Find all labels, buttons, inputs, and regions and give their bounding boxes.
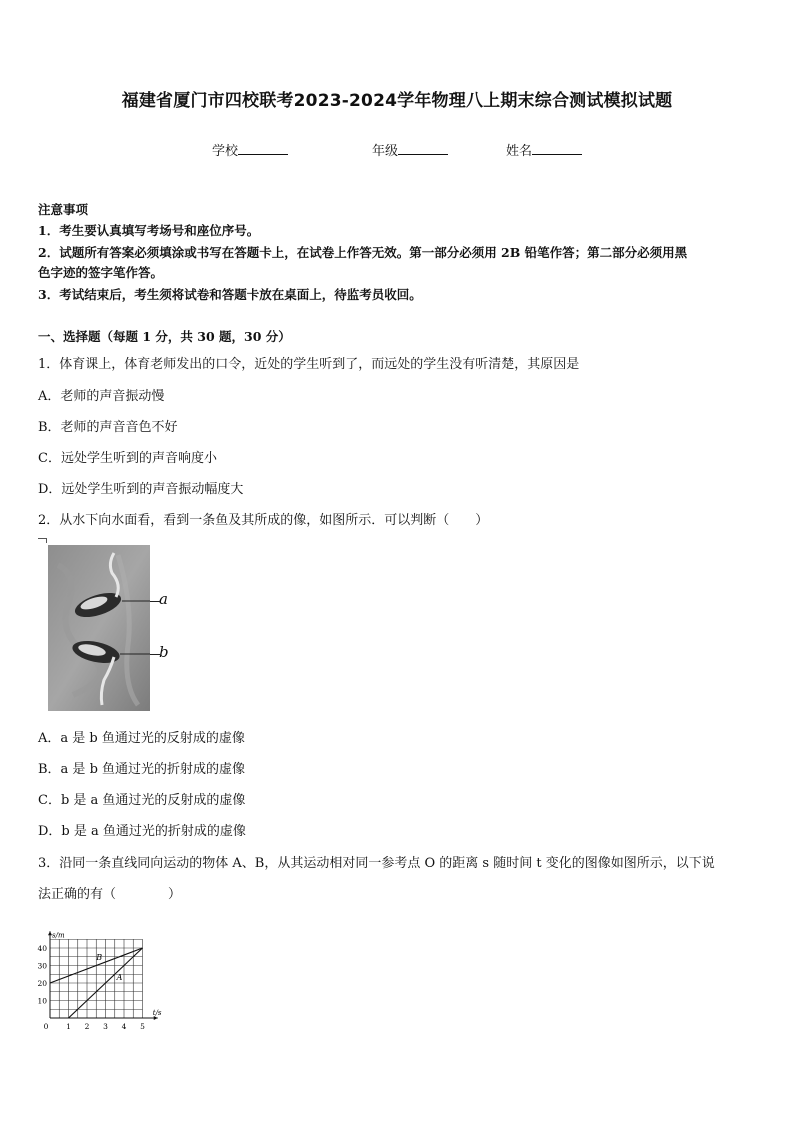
question-1-option-a[interactable]: A．老师的声音振动慢 xyxy=(38,389,165,404)
name-label: 姓名 xyxy=(506,144,533,159)
y-tick-label: 40 xyxy=(37,944,47,953)
name-blank[interactable] xyxy=(532,142,582,155)
notes-heading: 注意事项 xyxy=(38,202,89,217)
st-graph xyxy=(34,905,184,1030)
question-2-option-c[interactable]: C．b 是 a 鱼通过光的反射成的虚像 xyxy=(38,793,246,808)
y-tick-label: 10 xyxy=(37,996,47,1006)
series-label-b: B xyxy=(96,953,103,962)
grade-field[interactable] xyxy=(372,140,448,159)
y-axis-label: s/m xyxy=(52,931,65,940)
x-tick-label: 3 xyxy=(103,1022,108,1030)
fish-photo xyxy=(48,545,150,711)
crop-mark xyxy=(38,538,47,543)
name-field[interactable] xyxy=(506,140,582,159)
y-tick-label: 30 xyxy=(37,961,47,971)
question-1-option-b[interactable]: B．老师的声音音色不好 xyxy=(38,420,178,435)
grade-blank[interactable] xyxy=(398,142,448,155)
question-3-stem-line1: 3．沿同一条直线同向运动的物体 A、B，从其运动相对同一参考点 O 的距离 s 随时间 t 变化的图像如图所示，以下说 xyxy=(38,856,715,871)
y-tick-label: 20 xyxy=(37,979,47,988)
note-item: 3．考试结束后，考生须将试卷和答题卡放在桌面上，待监考员收回。 xyxy=(38,287,422,302)
note-item: 1．考生要认真填写考场号和座位序号。 xyxy=(38,223,260,238)
question-1-option-d[interactable]: D．远处学生听到的声音振动幅度大 xyxy=(38,482,244,497)
x-tick-label: 5 xyxy=(140,1022,145,1030)
x-tick-label: 4 xyxy=(121,1022,127,1030)
note-item: 2．试题所有答案必须填涂或书写在答题卡上，在试卷上作答无效。第一部分必须用 2B 铅笔作答；第二部分必须用黑 xyxy=(38,245,688,260)
question-1-option-c[interactable]: C．远处学生听到的声音响度小 xyxy=(38,451,217,466)
note-item: 色字迹的签字笔作答。 xyxy=(38,265,164,280)
page-title: 福建省厦门市四校联考2023-2024学年物理八上期末综合测试模拟试题 xyxy=(121,91,673,111)
section-heading: 一、选择题（每题 1 分，共 30 题，30 分） xyxy=(38,329,291,344)
x-tick-label: 0 xyxy=(43,1022,49,1030)
x-tick-label: 2 xyxy=(84,1022,90,1030)
question-3-stem-line2: 法正确的有（ ） xyxy=(38,887,182,902)
grade-label: 年级 xyxy=(372,144,399,159)
question-2-option-a[interactable]: A．a 是 b 鱼通过光的反射成的虚像 xyxy=(38,731,245,746)
leader-line-b-ext xyxy=(150,654,160,655)
x-axis-label: t/s xyxy=(152,1009,162,1017)
school-field[interactable] xyxy=(212,140,288,159)
leader-line-a-ext xyxy=(150,601,160,602)
school-blank[interactable] xyxy=(238,142,288,155)
school-label: 学校 xyxy=(212,144,239,159)
x-tick-label: 1 xyxy=(66,1022,71,1030)
question-1-stem: 1．体育课上，体育老师发出的口令，近处的学生听到了，而远处的学生没有听清楚，其原因是 xyxy=(38,357,580,372)
series-label-a: A xyxy=(116,973,123,982)
label-a: a xyxy=(159,590,168,608)
question-2-stem: 2．从水下向水面看，看到一条鱼及其所成的像，如图所示．可以判断（ ） xyxy=(38,513,489,528)
question-2-option-b[interactable]: B．a 是 b 鱼通过光的折射成的虚像 xyxy=(38,762,246,777)
question-2-option-d[interactable]: D．b 是 a 鱼通过光的折射成的虚像 xyxy=(38,824,246,839)
label-b: b xyxy=(159,643,169,661)
